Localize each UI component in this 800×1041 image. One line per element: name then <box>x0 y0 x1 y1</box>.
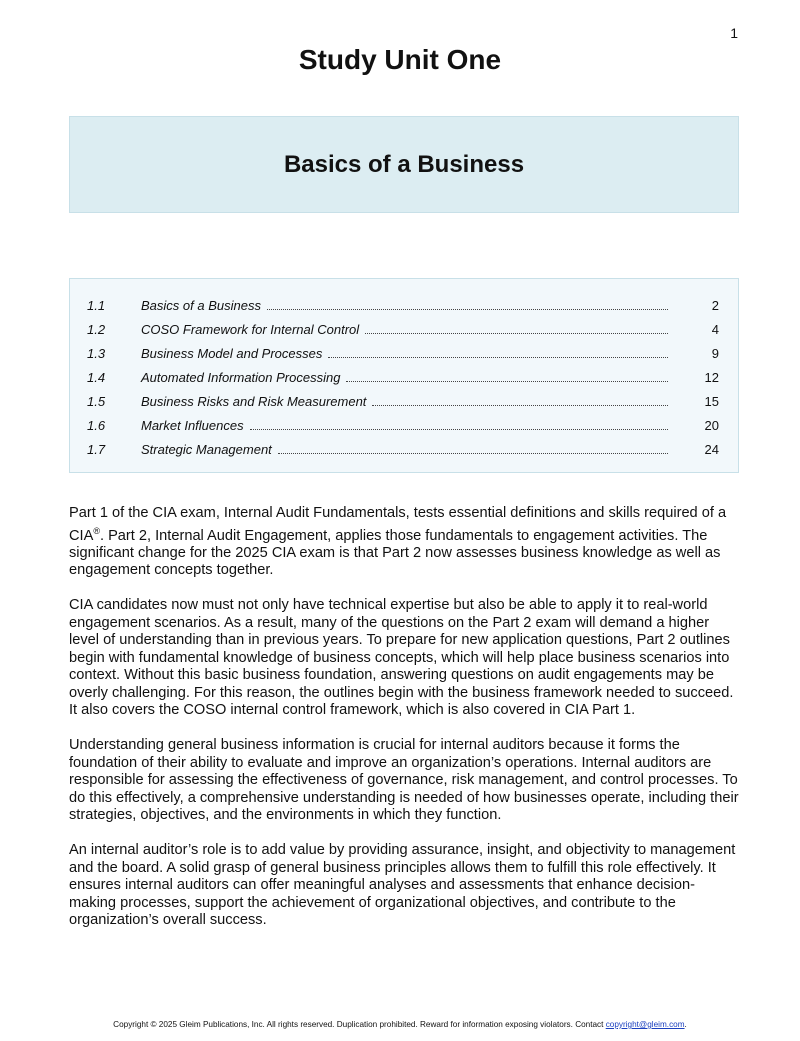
toc-label: Automated Information Processing <box>141 370 341 385</box>
toc-leader <box>328 356 668 358</box>
paragraph: An internal auditor’s role is to add value by providing assurance, insight, and objectivity to management and the board. A solid grasp of general business principles allows them to fulfill this role effectively. It ensures internal auditors can offer meaningful analyses and assessments that enhance decision-making processes, support the achievement of organizational objectives, and contribute to the organization’s overall success. <box>69 842 736 929</box>
toc-page: 2 <box>711 298 719 313</box>
registered-mark: ® <box>93 525 100 536</box>
toc-entry <box>141 346 668 361</box>
toc-number: 1.7 <box>87 442 106 457</box>
toc-row[interactable] <box>70 366 738 390</box>
toc-label: Basics of a Business <box>141 298 261 313</box>
table-of-contents <box>69 278 739 473</box>
toc-entry <box>141 442 668 457</box>
toc-row[interactable] <box>70 294 738 318</box>
toc-page: 24 <box>704 442 719 457</box>
toc-row[interactable] <box>70 342 738 366</box>
toc-row[interactable] <box>70 390 738 414</box>
toc-label: Business Risks and Risk Measurement <box>141 394 367 409</box>
paragraph-text: Part 1 of the CIA exam, Internal Audit Fundamentals, tests essential definitions and skills required of a CIA <box>69 505 727 544</box>
paragraph: Understanding general business information is crucial for internal auditors because it forms the foundation of their ability to evaluate and improve an organization’s operations. Internal auditors are responsible for assessing the effectiveness of governance, risk management, and control processes. To do this effectively, a comprehensive understanding is needed of how businesses operate, including their strategies, objectives, and the environments in which they function. <box>69 737 739 824</box>
paragraph: CIA candidates now must not only have technical expertise but also be able to apply it to real-world engagement scenarios. As a result, many of the questions on the Part 2 exam will demand a higher level of understanding than in previous years. To prepare for new application questions, Part 2 outlines begin with fundamental knowledge of business concepts, which will help place business scenarios into context. Without this basic business foundation, answering questions on audit engagements may be overly challenging. For this reason, the outlines begin with the business framework needed to succeed. It also covers the COSO internal control framework, which is also covered in CIA Part 1. <box>69 597 734 719</box>
toc-number: 1.5 <box>87 394 106 409</box>
toc-page: 15 <box>704 394 719 409</box>
toc-number: 1.4 <box>87 370 106 385</box>
toc-label: Business Model and Processes <box>141 346 323 361</box>
toc-number: 1.3 <box>87 346 106 361</box>
toc-entry <box>141 298 668 313</box>
copyright-email-link[interactable]: copyright@gleim.com <box>605 1020 685 1029</box>
toc-page: 20 <box>704 418 719 433</box>
paragraph <box>69 505 741 580</box>
toc-entry <box>141 322 668 337</box>
toc-number: 1.2 <box>87 322 106 337</box>
toc-entry <box>141 418 668 433</box>
toc-row[interactable] <box>70 414 738 438</box>
banner <box>69 116 739 213</box>
footer <box>0 1020 800 1029</box>
toc-page: 9 <box>711 346 719 361</box>
paragraph-text: . Part 2, Internal Audit Engagement, applies those fundamentals to engagement activities. The significant change for the 2025 CIA exam is that Part 2 now assesses business knowledge as well as engagement concepts together. <box>69 527 721 579</box>
toc-row[interactable] <box>70 318 738 342</box>
toc-entry <box>141 370 668 385</box>
footer-end: . <box>684 1020 687 1029</box>
body-text <box>69 505 741 947</box>
toc-number: 1.1 <box>87 298 106 313</box>
toc-leader <box>278 452 668 454</box>
toc-row[interactable] <box>70 438 738 462</box>
toc-leader <box>346 380 668 382</box>
toc-entry <box>141 394 668 409</box>
banner-title: Basics of a Business <box>283 150 525 178</box>
toc-number: 1.6 <box>87 418 106 433</box>
page-number: 1 <box>730 25 738 41</box>
footer-text: Copyright © 2025 Gleim Publications, Inc. All rights reserved. Duplication prohibited. Reward for information exposing violators. Contact <box>113 1020 606 1029</box>
toc-label: Strategic Management <box>141 442 272 457</box>
toc-page: 4 <box>711 322 719 337</box>
toc-page: 12 <box>704 370 719 385</box>
toc-label: Market Influences <box>141 418 244 433</box>
toc-leader <box>365 332 668 334</box>
toc-leader <box>267 308 668 310</box>
toc-label: COSO Framework for Internal Control <box>141 322 360 337</box>
toc-leader <box>372 404 668 406</box>
toc-leader <box>250 428 668 430</box>
unit-title: Study Unit One <box>298 44 502 75</box>
